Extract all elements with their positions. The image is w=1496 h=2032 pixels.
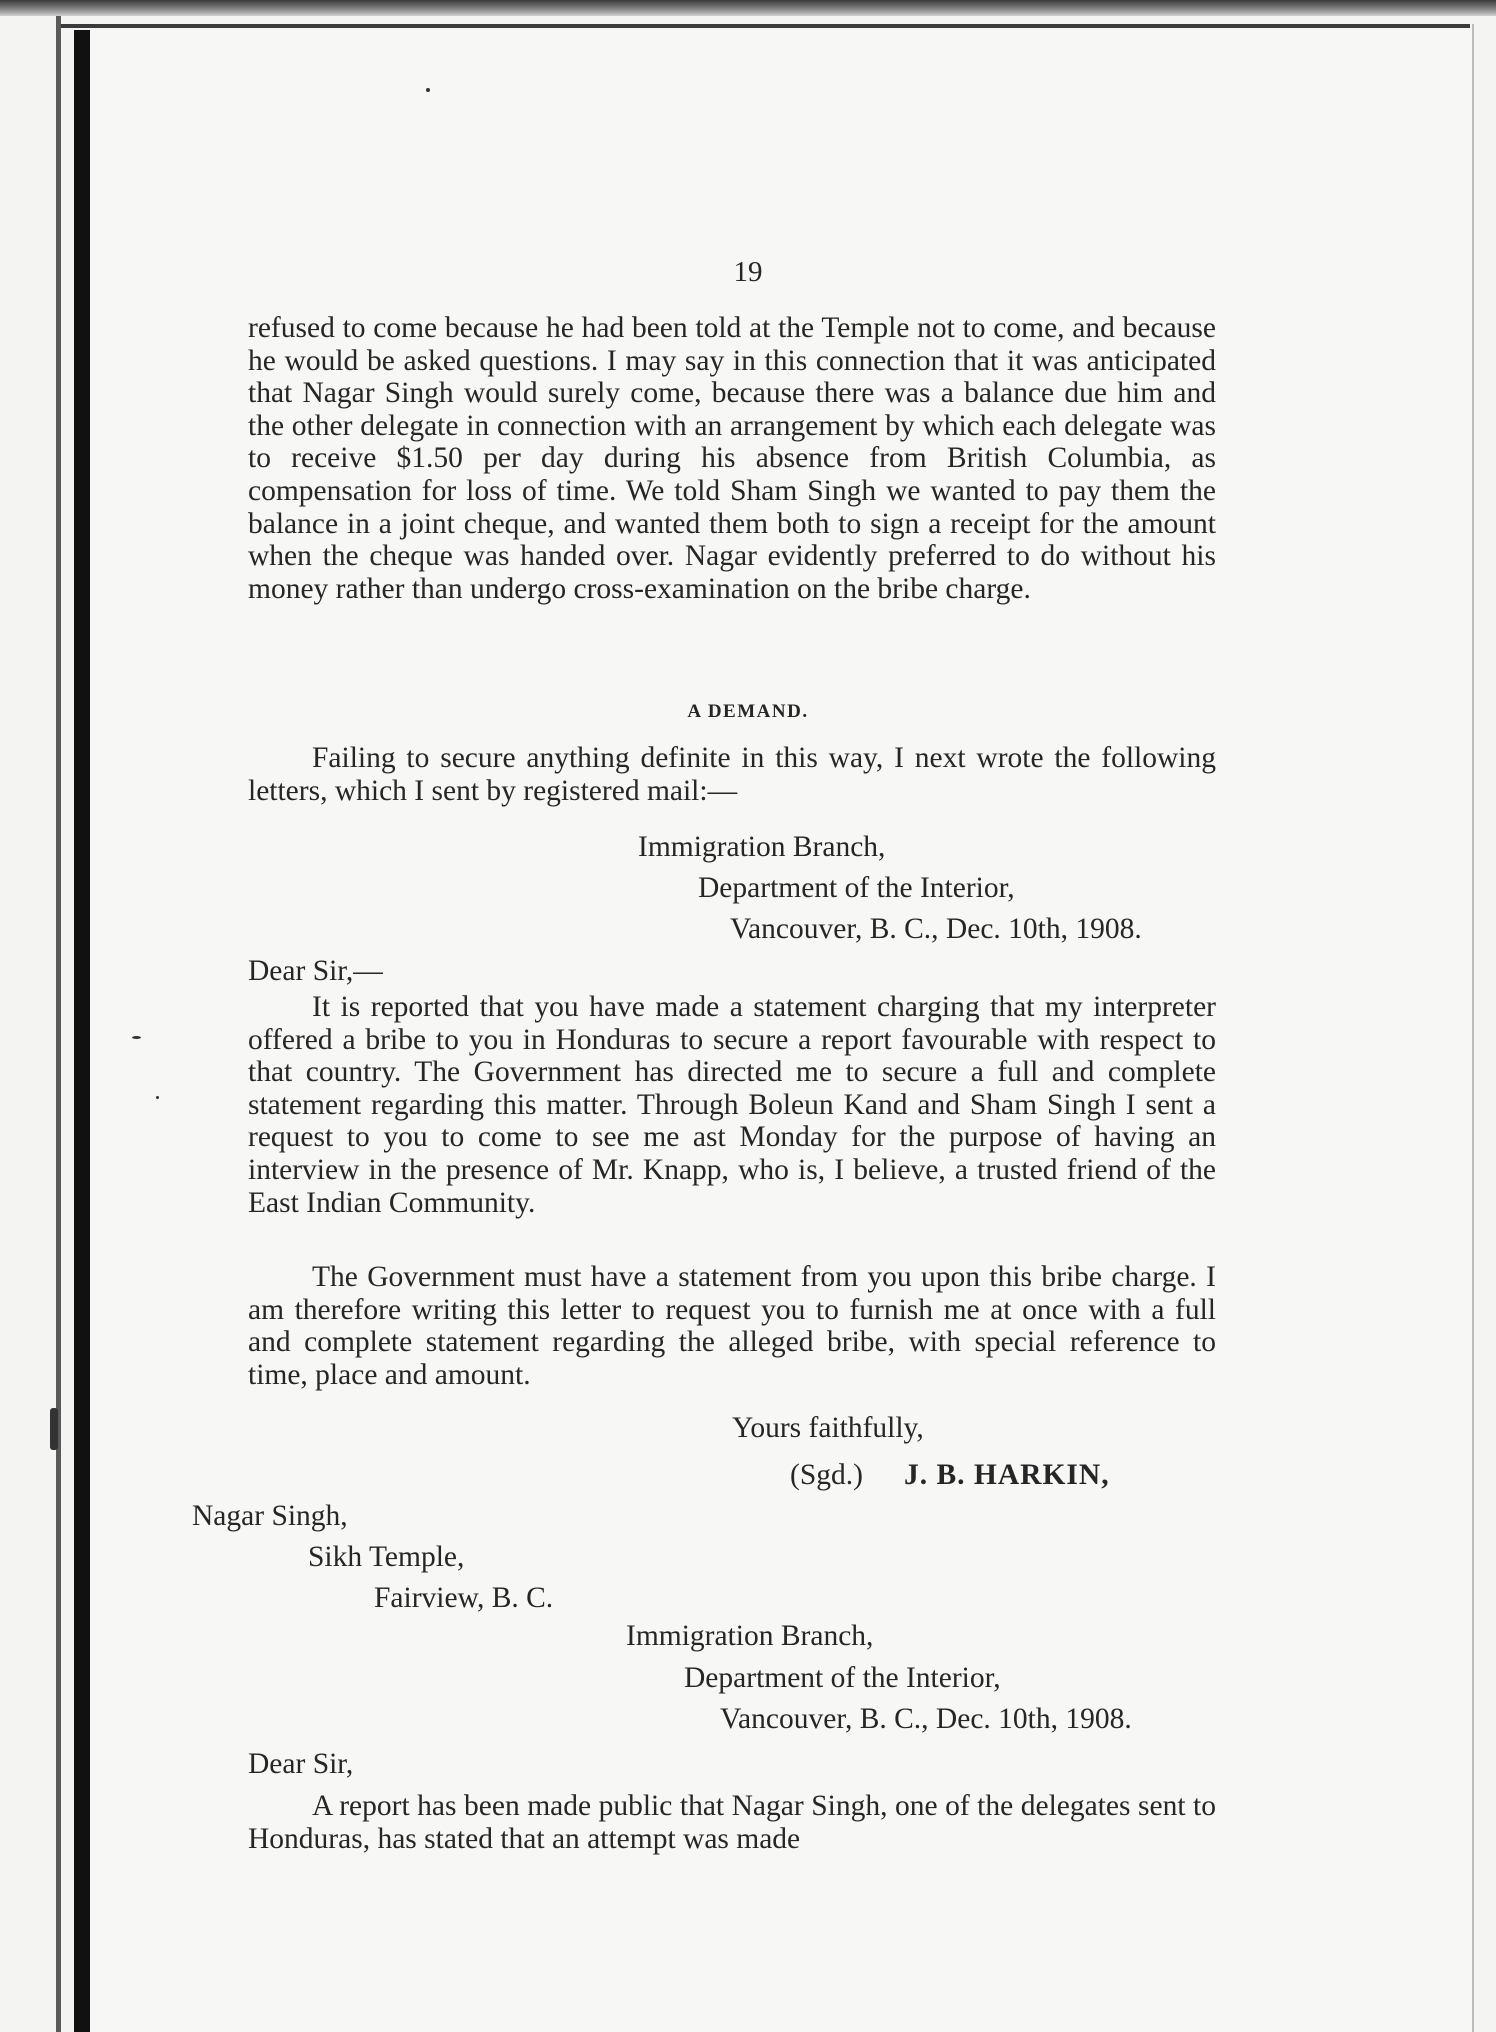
opening-paragraph: refused to come because he had been told at the Temple not to come, and because he would be asked questions. I may say in this connection that it was anticipated that Nagar Singh would surely come, because there was a balance due him and the other delegate in connection with an arrangement by which each delegate was to receive $1.50 per day during his absence from British Columbia, as compensation for loss of time. We told Sham Singh we wanted to pay them the balance in a joint cheque, and wanted them both to sign a receipt for the amount when the cheque was handed over. Nagar evidently preferred to do without his money rather than undergo cross-examination on the bribe charge. [248,312,1216,605]
letter2-header-line2: Department of the Interior, [684,1662,1001,1694]
scan-right-edge [1472,24,1474,2032]
scan-speck [132,1036,141,1039]
letter2-salutation: Dear Sir, [248,1748,354,1780]
section-heading: A DEMAND. [687,701,809,722]
letter2-header-line3: Vancouver, B. C., Dec. 10th, 1908. [720,1703,1132,1735]
letter1-addressee-line1: Nagar Singh, [192,1500,348,1532]
scan-speck [426,88,430,92]
letter2-header-line1: Immigration Branch, [626,1620,874,1652]
scan-binding-shadow [74,30,90,2032]
letter1-paragraph1: It is reported that you have made a statement charging that my interpreter offered a bribe to you in Honduras to secure a report favourable with respect to that country. The Government has directed me to secure a full and complete statement regarding this matter. Through Boleun Kand and Sham Singh I sent a request to you to come to see me ast Monday for the purpose of having an interview in the presence of Mr. Knapp, who is, I believe, a trusted friend of the East Indian Community. [248,991,1216,1219]
letter1-paragraph2: The Government must have a statement from you upon this bribe charge. I am therefore writing this letter to request you to furnish me at once with a full and complete statement regarding the alleged bribe, with special reference to time, place and amount. [248,1261,1216,1391]
letter1-salutation: Dear Sir,— [248,955,383,987]
letter1-addressee-line2: Sikh Temple, [308,1541,465,1573]
scan-speck [156,1096,159,1099]
letter1-signature-name: J. B. HARKIN, [904,1459,1110,1491]
letter1-addressee-line3: Fairview, B. C. [374,1582,554,1614]
letter1-header-line2: Department of the Interior, [698,872,1015,904]
scan-left-edge [56,16,61,2032]
scan-top-rule [60,24,1470,28]
intro-paragraph: Failing to secure anything definite in this way, I next wrote the following letters, which I sent by registered mail:— [248,742,1216,807]
letter2-paragraph1: A report has been made public that Nagar Singh, one of the delegates sent to Honduras, has stated that an attempt was made [248,1790,1216,1855]
page-number: 19 [733,256,763,288]
letter1-closing: Yours faithfully, [732,1412,924,1444]
scan-speck [50,1408,58,1450]
scan-top-edge [0,0,1496,16]
letter1-header-line1: Immigration Branch, [638,831,886,863]
letter1-header-line3: Vancouver, B. C., Dec. 10th, 1908. [730,913,1142,945]
letter1-signature-prefix: (Sgd.) [790,1459,863,1491]
